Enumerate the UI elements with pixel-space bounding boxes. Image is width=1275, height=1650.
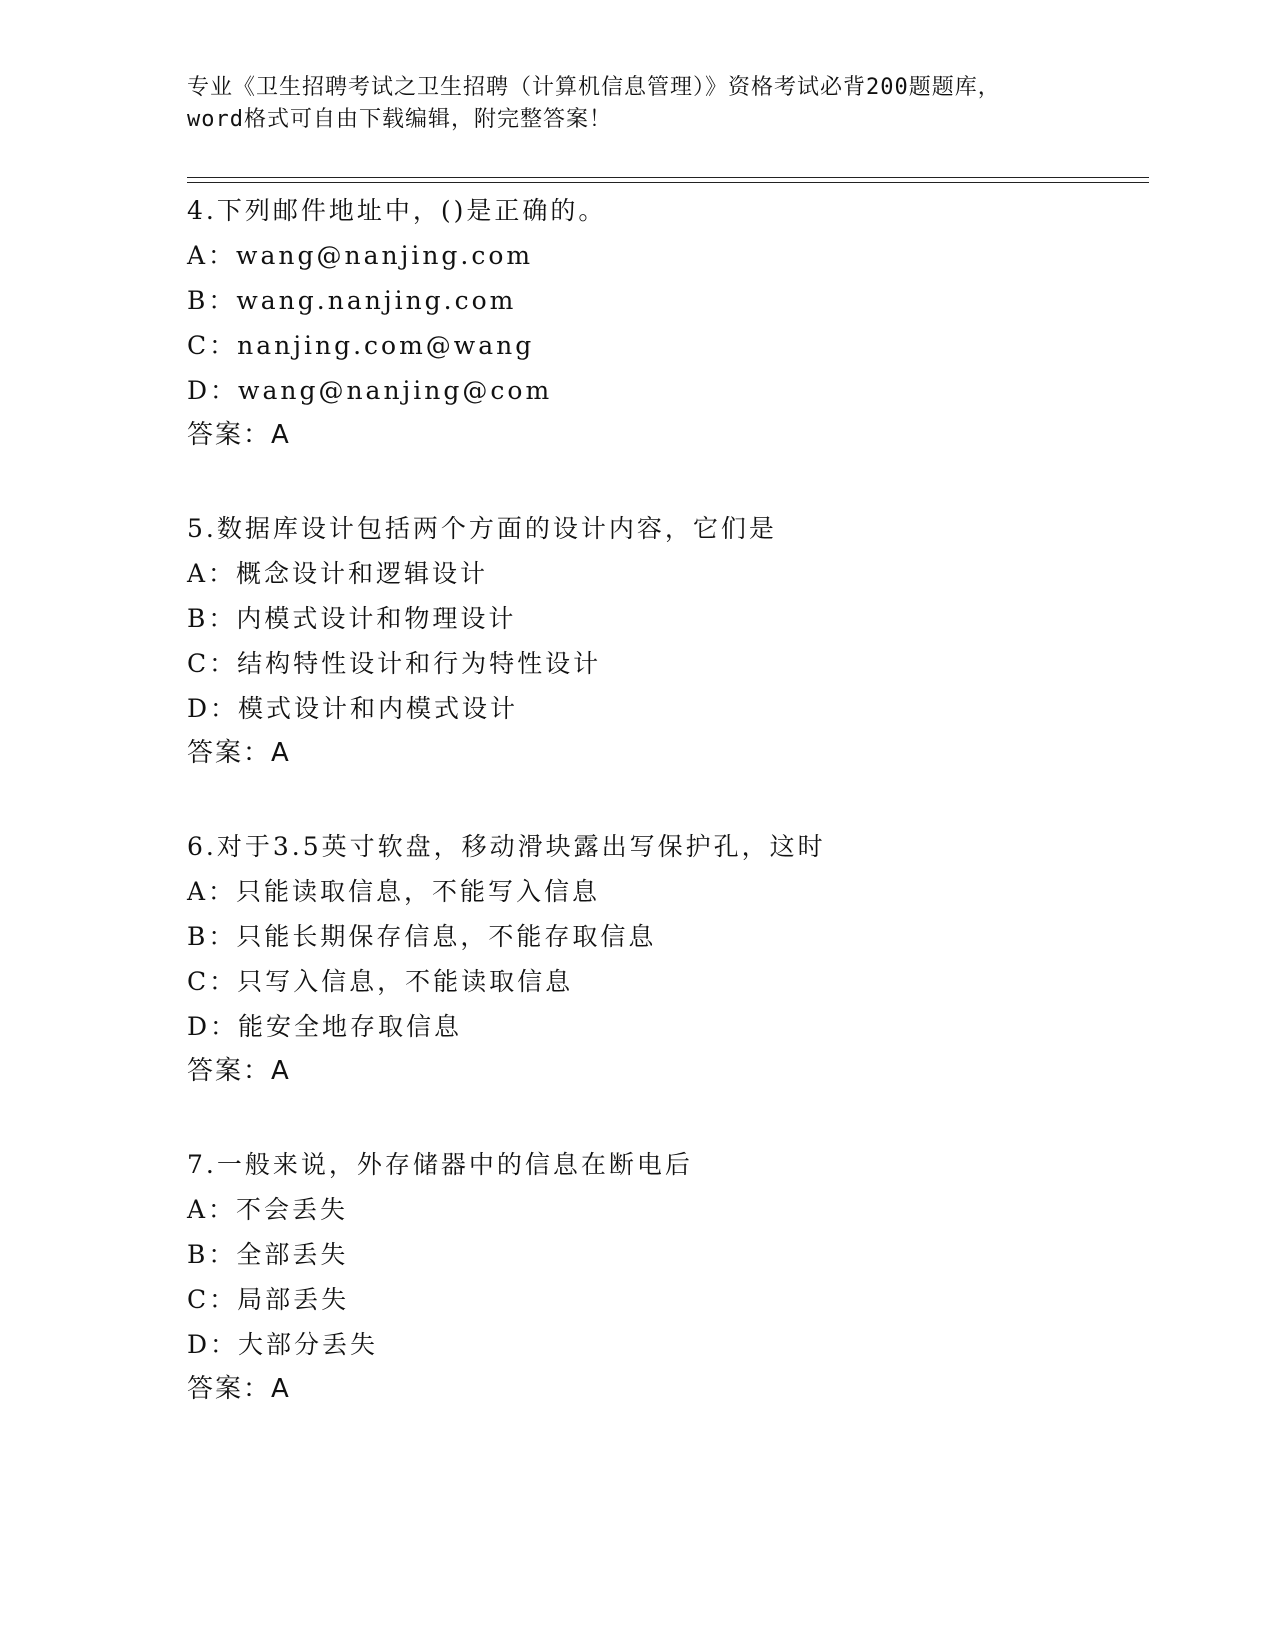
option-d: D：大部分丢失	[187, 1330, 379, 1359]
option-a: A：只能读取信息，不能写入信息	[187, 877, 601, 906]
option-c: C：局部丢失	[187, 1285, 350, 1314]
option-b: B：全部丢失	[187, 1240, 349, 1269]
question-stem: 4.下列邮件地址中，()是正确的。	[187, 196, 607, 225]
option-b: B：wang.nanjing.com	[187, 286, 517, 315]
question-4	[187, 188, 1147, 506]
question-stem: 6.对于3.5英寸软盘，移动滑块露出写保护孔，这时	[187, 832, 826, 861]
question-stem: 5.数据库设计包括两个方面的设计内容，它们是	[187, 514, 777, 543]
question-stem: 7.一般来说，外存储器中的信息在断电后	[187, 1150, 693, 1179]
header-line-2: word格式可自由下载编辑，附完整答案！	[187, 107, 612, 132]
answer-label: 答案：A	[187, 420, 291, 450]
option-d: D：能安全地存取信息	[187, 1012, 463, 1041]
header-divider-top	[187, 177, 1149, 178]
option-b: B：只能长期保存信息，不能存取信息	[187, 922, 657, 951]
option-d: D：wang@nanjing@com	[187, 376, 553, 405]
option-a: A：概念设计和逻辑设计	[187, 559, 489, 588]
option-d: D：模式设计和内模式设计	[187, 694, 519, 723]
answer-label: 答案：A	[187, 738, 291, 768]
question-list	[187, 188, 1147, 1460]
question-5	[187, 506, 1147, 824]
option-c: C：只写入信息，不能读取信息	[187, 967, 574, 996]
question-7	[187, 1142, 1147, 1460]
option-c: C：nanjing.com@wang	[187, 331, 535, 360]
option-a: A：不会丢失	[187, 1195, 349, 1224]
answer-label: 答案：A	[187, 1374, 291, 1404]
option-b: B：内模式设计和物理设计	[187, 604, 517, 633]
option-c: C：结构特性设计和行为特性设计	[187, 649, 602, 678]
question-6	[187, 824, 1147, 1142]
document-header	[187, 72, 1087, 136]
option-a: A：wang@nanjing.com	[187, 241, 534, 270]
header-divider-bottom	[187, 182, 1149, 183]
header-line-1: 专业《卫生招聘考试之卫生招聘（计算机信息管理）》资格考试必背200题题库，	[187, 75, 1001, 100]
answer-label: 答案：A	[187, 1056, 291, 1086]
